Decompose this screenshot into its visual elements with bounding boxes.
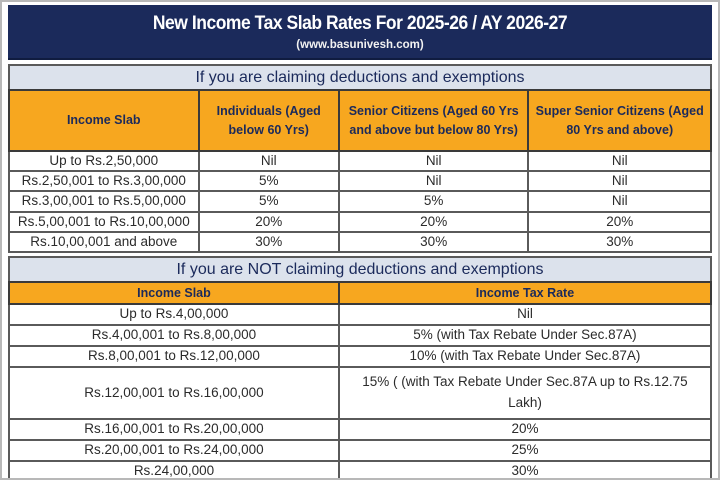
tax-rate-cell: 5% [199, 191, 339, 211]
income-slab-cell: Rs.12,00,001 to Rs.16,00,000 [9, 367, 339, 419]
tax-rate-cell: Nil [339, 304, 711, 325]
income-slab-cell: Rs.10,00,001 and above [9, 232, 199, 252]
table-row [9, 346, 711, 367]
income-slab-cell: Rs.24,00,000 [9, 461, 339, 480]
section-claiming-header: If you are claiming deductions and exemptions [8, 64, 712, 89]
table-row [9, 325, 711, 346]
tax-rate-cell: 30% [339, 461, 711, 480]
tax-rate-cell: Nil [199, 151, 339, 171]
old-regime-table [8, 89, 712, 253]
income-slab-cell: Rs.8,00,001 to Rs.12,00,000 [9, 346, 339, 367]
tax-rate-cell: 20% [339, 419, 711, 440]
table-row [9, 440, 711, 461]
table-row [9, 419, 711, 440]
income-slab-cell: Rs.20,00,001 to Rs.24,00,000 [9, 440, 339, 461]
column-header-super-senior-citizens: Super Senior Citizens (Aged 80 Yrs and above) [528, 90, 711, 151]
income-slab-cell: Up to Rs.2,50,000 [9, 151, 199, 171]
income-slab-cell: Rs.4,00,001 to Rs.8,00,000 [9, 325, 339, 346]
column-header-individuals: Individuals (Aged below 60 Yrs) [199, 90, 339, 151]
tax-rate-cell: Nil [528, 191, 711, 211]
table-row [9, 212, 711, 232]
tax-rate-cell: 30% [339, 232, 529, 252]
table-row [9, 171, 711, 191]
tax-rate-cell: Nil [339, 171, 529, 191]
table-row [9, 461, 711, 480]
tax-rate-cell: 5% [199, 171, 339, 191]
table-row [9, 367, 711, 419]
tax-rate-cell: 25% [339, 440, 711, 461]
site-url: (www.basunivesh.com) [296, 38, 424, 51]
income-slab-cell: Rs.5,00,001 to Rs.10,00,000 [9, 212, 199, 232]
title-banner [8, 5, 712, 60]
income-slab-cell: Up to Rs.4,00,000 [9, 304, 339, 325]
tax-rate-cell: 20% [339, 212, 529, 232]
tax-rate-cell: 5% [339, 191, 529, 211]
column-header-income-slab: Income Slab [9, 90, 199, 151]
table-header-row [9, 282, 711, 304]
tax-rate-cell: 10% (with Tax Rebate Under Sec.87A) [339, 346, 711, 367]
income-slab-cell: Rs.3,00,001 to Rs.5,00,000 [9, 191, 199, 211]
tax-rate-cell: Nil [339, 151, 529, 171]
table-header-row [9, 90, 711, 151]
column-header-income-slab: Income Slab [9, 282, 339, 304]
table-row [9, 304, 711, 325]
column-header-senior-citizens: Senior Citizens (Aged 60 Yrs and above but below 80 Yrs) [339, 90, 529, 151]
section-not-claiming-header: If you are NOT claiming deductions and exemptions [8, 256, 712, 281]
column-header-income-tax-rate: Income Tax Rate [339, 282, 711, 304]
tax-rate-cell: 5% (with Tax Rebate Under Sec.87A) [339, 325, 711, 346]
income-slab-cell: Rs.16,00,001 to Rs.20,00,000 [9, 419, 339, 440]
tax-rate-cell: 30% [199, 232, 339, 252]
tax-rate-cell: Nil [528, 151, 711, 171]
tax-rate-cell: 15% ( (with Tax Rebate Under Sec.87A up to Rs.12.75 Lakh) [339, 367, 711, 419]
tax-rate-cell: Nil [528, 171, 711, 191]
income-slab-cell: Rs.2,50,001 to Rs.3,00,000 [9, 171, 199, 191]
page-title: New Income Tax Slab Rates For 2025-26 / AY 2026-27 [152, 13, 568, 35]
table-row [9, 151, 711, 171]
tax-rate-cell: 30% [528, 232, 711, 252]
table-row [9, 191, 711, 211]
new-regime-table [8, 281, 712, 480]
tax-rate-cell: 20% [528, 212, 711, 232]
table-row [9, 232, 711, 252]
tax-rate-cell: 20% [199, 212, 339, 232]
